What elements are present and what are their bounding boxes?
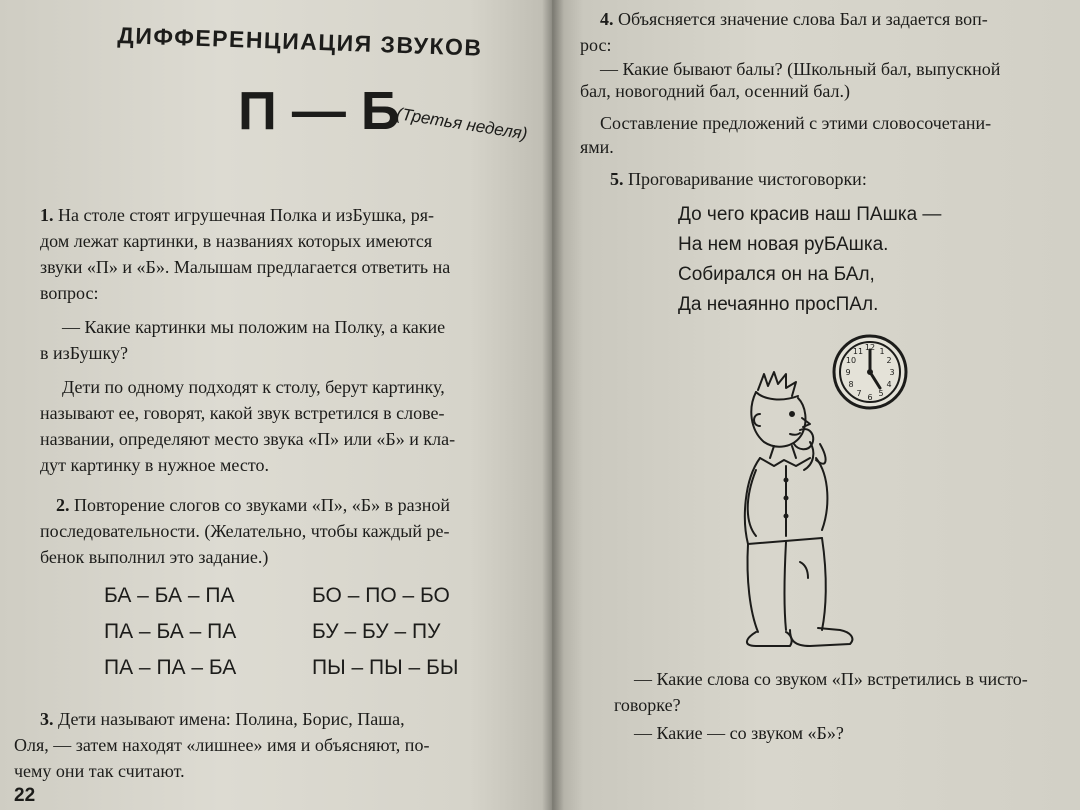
task1-line-0: 1. На столе стоят игрушечная Полка и изБушка, ря-: [40, 205, 434, 225]
svg-text:5: 5: [878, 389, 884, 398]
task1-number: 1.: [40, 205, 54, 225]
svg-text:12: 12: [864, 343, 876, 352]
week-note: (Третья неделя): [395, 104, 529, 144]
task2-line-1: последовательности. (Желательно, чтобы каждый ре-: [40, 521, 450, 541]
task3-line-0: 3. Дети называют имена: Полина, Борис, Паша,: [40, 709, 405, 729]
svg-text:1: 1: [879, 347, 885, 356]
syllable-row-left-0: БА – БА – ПА: [104, 584, 235, 607]
svg-text:8: 8: [848, 380, 854, 389]
boy-with-clock-illustration-svg: [730, 330, 930, 650]
syllable-row-left-2: ПА – ПА – БА: [104, 656, 237, 679]
task4-line-0: 4. Объясняется значение слова Бал и задается воп-: [600, 9, 988, 29]
task5-question-0: — Какие слова со звуком «П» встретились в чисто-: [634, 669, 1028, 689]
tongue-twister-poem: [678, 200, 941, 320]
task2-line-0: 2. Повторение слогов со звуками «П», «Б» в разной: [56, 495, 450, 515]
svg-text:7: 7: [856, 389, 862, 398]
task1-line-2: звуки «П» и «Б». Малышам предлагается ответить на: [40, 257, 451, 277]
task4-sentence-1: ями.: [580, 137, 614, 157]
poem-line-0: До чего красив наш ПАшка —: [678, 204, 942, 225]
task1-question-0: — Какие картинки мы положим на Полку, а какие: [62, 317, 446, 337]
svg-text:10: 10: [845, 356, 857, 365]
svg-text:2: 2: [886, 356, 892, 365]
task1-line-3: вопрос:: [40, 283, 99, 303]
task5-question-1: говорке?: [614, 695, 681, 715]
svg-text:3: 3: [889, 368, 895, 377]
task4-question-0: — Какие бывают балы? (Школьный бал, выпускной: [600, 59, 1001, 79]
poem-line-2: Собирался он на БАл,: [678, 264, 875, 285]
syllable-row-left-1: ПА – БА – ПА: [104, 620, 237, 643]
syllable-row-right-1: БУ – БУ – ПУ: [312, 620, 441, 643]
task5-number: 5.: [610, 169, 624, 189]
svg-text:9: 9: [845, 368, 851, 377]
task1-line-1: дом лежат картинки, в названиях которых имеются: [40, 231, 433, 251]
boy-with-clock-illustration: [730, 330, 930, 650]
page-number: 22: [14, 785, 36, 806]
poem-line-3: Да нечаянно просПАл.: [678, 294, 879, 315]
poem-line-1: На нем новая руБАшка.: [678, 234, 889, 255]
svg-text:11: 11: [852, 347, 864, 356]
task4-question-1: бал, новогодний бал, осенний бал.): [580, 81, 851, 101]
task2-line-2: бенок выполнил это задание.): [40, 547, 269, 567]
task4-sentence-0: Составление предложений с этими словосочетани-: [600, 113, 992, 133]
task1-explanation-2: названии, определяют место звука «П» или «Б» и кла-: [40, 429, 456, 449]
task5-label: 5. Проговаривание чистоговорки:: [610, 169, 867, 189]
syllable-row-right-2: ПЫ – ПЫ – БЫ: [312, 656, 459, 679]
task4-number: 4.: [600, 9, 614, 29]
task3-line-2: чему они так считают.: [14, 761, 185, 781]
book-gutter: [542, 0, 564, 810]
task3-number: 3.: [40, 709, 54, 729]
task1-explanation-0: Дети по одному подходят к столу, берут картинку,: [62, 377, 445, 397]
sound-pair-heading: П — Б: [238, 81, 400, 141]
page-title: ДИФФЕРЕНЦИАЦИЯ ЗВУКОВ: [117, 22, 483, 61]
task1-explanation-1: называют ее, говорят, какой звук встретился в слове-: [40, 403, 445, 423]
task1-question-1: в изБушку?: [40, 343, 128, 363]
task1-explanation-3: дут картинку в нужное место.: [40, 455, 269, 475]
svg-text:4: 4: [886, 380, 892, 389]
svg-text:6: 6: [867, 393, 873, 402]
syllable-row-right-0: БО – ПО – БО: [312, 584, 450, 607]
task3-line-1: Оля, — затем находят «лишнее» имя и объясняют, по-: [14, 735, 430, 755]
task5-question-2: — Какие — со звуком «Б»?: [634, 723, 844, 743]
task2-number: 2.: [56, 495, 70, 515]
task4-line-1: рос:: [580, 35, 612, 55]
